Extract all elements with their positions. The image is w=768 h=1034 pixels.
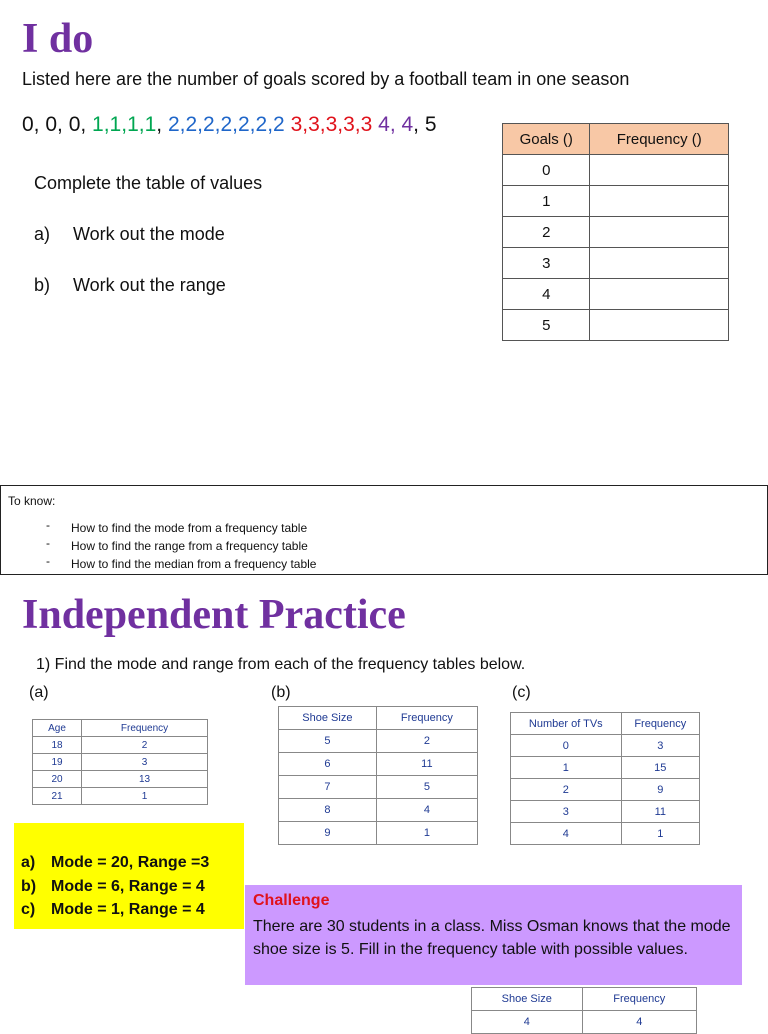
table-a-label: (a) <box>29 684 49 701</box>
table-row <box>33 771 208 788</box>
goals-cell: 1 <box>503 186 590 217</box>
table-row <box>511 757 700 779</box>
value-cell: 6 <box>279 753 377 776</box>
sequence-segment: , 5 <box>413 113 437 136</box>
answer-text: Mode = 6, Range = 4 <box>51 877 205 895</box>
goals-cell: 5 <box>503 310 590 341</box>
list-item: - How to find the mode from a frequency table <box>46 519 316 537</box>
list-item: - How to find the range from a frequency table <box>46 537 316 555</box>
value-cell: 4 <box>472 1011 583 1034</box>
task-mode <box>34 222 225 246</box>
value-cell: 4 <box>511 823 622 845</box>
table-row <box>279 799 478 822</box>
task-complete-table: Complete the table of values <box>34 173 263 193</box>
frequency-cell[interactable] <box>590 279 729 310</box>
frequency-cell: 1 <box>82 788 208 805</box>
frequency-cell: 2 <box>82 737 208 754</box>
table-row <box>511 779 700 801</box>
answer-item <box>21 875 209 899</box>
frequency-cell[interactable] <box>590 155 729 186</box>
value-cell: 7 <box>279 776 377 799</box>
table-row <box>279 776 478 799</box>
column-header-shoe-size: Shoe Size <box>279 707 377 730</box>
column-header-goals: Goals () <box>503 124 590 155</box>
frequency-cell[interactable]: 4 <box>582 1011 696 1034</box>
goals-cell: 2 <box>503 217 590 248</box>
age-frequency-table <box>32 719 208 805</box>
table-c-label: (c) <box>512 684 531 701</box>
column-header-age: Age <box>33 720 82 737</box>
table-row <box>33 788 208 805</box>
intro-text: Listed here are the number of goals scored by a football team in one season <box>22 69 630 89</box>
page-title: I do <box>22 16 94 62</box>
table-row <box>33 754 208 771</box>
task-range-text: Work out the range <box>73 275 226 295</box>
value-cell: 21 <box>33 788 82 805</box>
tvs-frequency-table <box>510 712 700 845</box>
value-cell: 5 <box>279 730 377 753</box>
table-b-label: (b) <box>271 684 291 701</box>
frequency-cell[interactable] <box>590 310 729 341</box>
table-row <box>503 217 729 248</box>
challenge-title: Challenge <box>253 892 330 909</box>
challenge-frequency-table <box>471 987 697 1034</box>
challenge-box <box>245 885 742 985</box>
answer-label: a) <box>21 854 36 871</box>
to-know-list <box>46 519 316 573</box>
table-row <box>511 735 700 757</box>
frequency-cell: 9 <box>621 779 699 801</box>
answer-item <box>21 898 209 922</box>
table-row <box>511 823 700 845</box>
goals-sequence <box>22 110 437 140</box>
frequency-cell: 3 <box>82 754 208 771</box>
value-cell: 8 <box>279 799 377 822</box>
table-row <box>279 822 478 845</box>
value-cell: 1 <box>511 757 622 779</box>
answer-label: b) <box>21 877 37 895</box>
sequence-segment: , <box>156 113 168 136</box>
column-header-shoe-size: Shoe Size <box>472 988 583 1011</box>
frequency-cell: 11 <box>376 753 477 776</box>
frequency-cell: 1 <box>621 823 699 845</box>
goals-cell: 3 <box>503 248 590 279</box>
table-row <box>503 248 729 279</box>
frequency-cell: 15 <box>621 757 699 779</box>
table-row <box>33 737 208 754</box>
value-cell: 0 <box>511 735 622 757</box>
to-know-box <box>0 485 768 575</box>
to-know-title: To know: <box>8 494 56 508</box>
goals-cell: 0 <box>503 155 590 186</box>
value-cell: 9 <box>279 822 377 845</box>
column-header-frequency: Frequency <box>376 707 477 730</box>
value-cell: 20 <box>33 771 82 788</box>
answer-text: Mode = 20, Range =3 <box>51 854 210 871</box>
table-row <box>503 186 729 217</box>
column-header-frequency: Frequency <box>621 713 699 735</box>
frequency-cell[interactable] <box>590 217 729 248</box>
task-range <box>34 273 226 297</box>
column-header-frequency: Frequency <box>82 720 208 737</box>
challenge-text: There are 30 students in a class. Miss Osman knows that the mode shoe size is 5. Fill in the frequency table with possible values. <box>253 918 731 958</box>
column-header-frequency: Frequency () <box>590 124 729 155</box>
answer-text: Mode = 1, Range = 4 <box>51 901 205 918</box>
section-title: Independent Practice <box>22 592 406 638</box>
frequency-cell: 2 <box>376 730 477 753</box>
frequency-cell: 4 <box>376 799 477 822</box>
frequency-cell[interactable] <box>590 186 729 217</box>
goals-frequency-table <box>502 123 729 341</box>
answers-list <box>21 851 209 922</box>
value-cell: 18 <box>33 737 82 754</box>
frequency-cell: 11 <box>621 801 699 823</box>
goals-cell: 4 <box>503 279 590 310</box>
column-header-number-of-tvs: Number of TVs <box>511 713 622 735</box>
table-row <box>279 753 478 776</box>
sequence-segment: 0, 0, 0, <box>22 113 93 136</box>
task-range-label: b) <box>34 275 51 295</box>
frequency-cell: 13 <box>82 771 208 788</box>
task-mode-text: Work out the mode <box>73 224 225 244</box>
shoe-size-frequency-table <box>278 706 478 845</box>
value-cell: 19 <box>33 754 82 771</box>
answer-item <box>21 851 209 875</box>
table-row <box>503 310 729 341</box>
value-cell: 3 <box>511 801 622 823</box>
sequence-segment: 3,3,3,3,3 <box>290 113 373 136</box>
task-mode-label: a) <box>34 224 51 244</box>
value-cell: 2 <box>511 779 622 801</box>
table-row <box>503 155 729 186</box>
list-item: - How to find the median from a frequency table <box>46 555 316 573</box>
table-row <box>472 1011 697 1034</box>
frequency-cell: 5 <box>376 776 477 799</box>
column-header-frequency: Frequency <box>582 988 696 1011</box>
question-text: 1) Find the mode and range from each of the frequency tables below. <box>36 656 526 673</box>
sequence-segment: 4, 4 <box>378 113 414 136</box>
table-row <box>503 279 729 310</box>
frequency-cell[interactable] <box>590 248 729 279</box>
table-row <box>511 801 700 823</box>
table-row <box>279 730 478 753</box>
frequency-cell: 1 <box>376 822 477 845</box>
sequence-segment: 1,1,1,1 <box>92 113 157 136</box>
answers-box <box>14 823 244 929</box>
answer-label: c) <box>21 901 36 918</box>
sequence-segment: 2,2,2,2,2,2,2 <box>167 113 285 136</box>
frequency-cell: 3 <box>621 735 699 757</box>
